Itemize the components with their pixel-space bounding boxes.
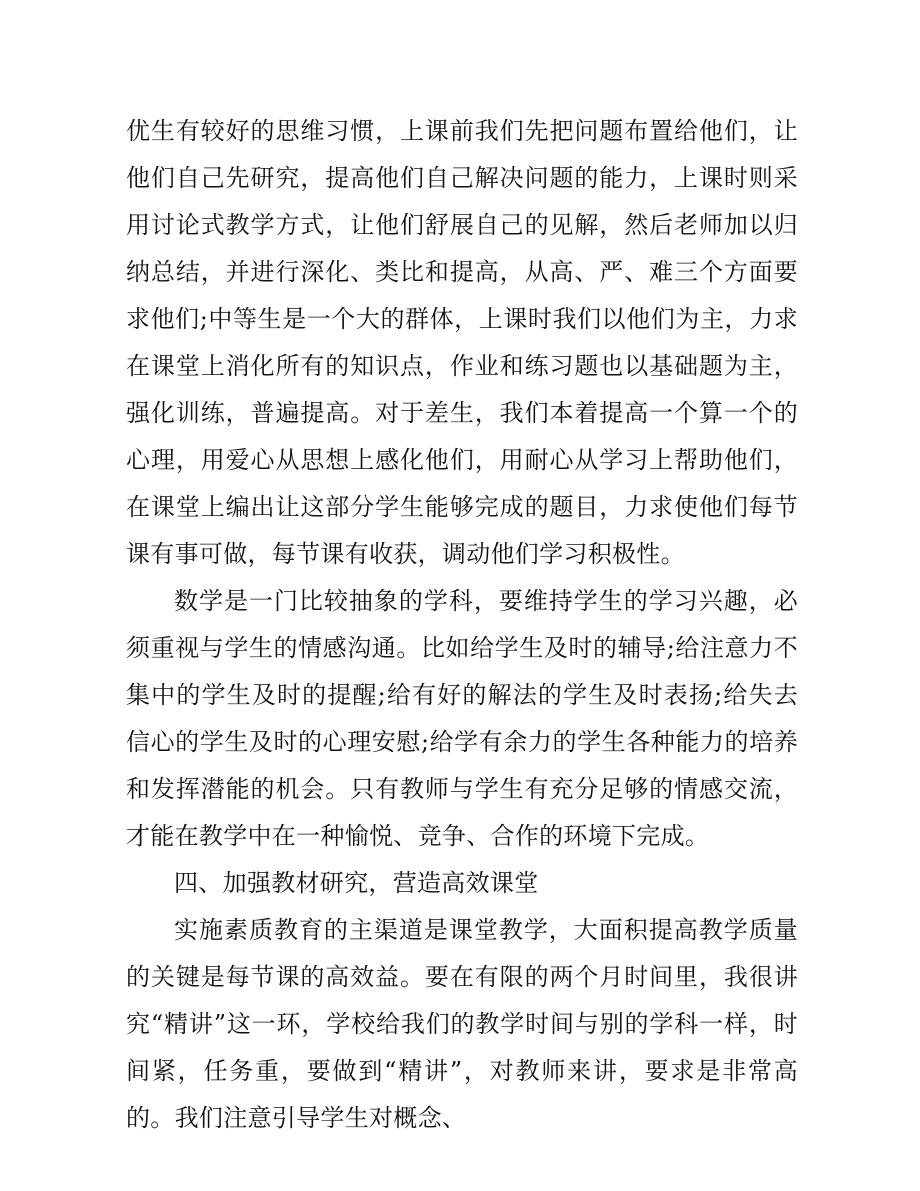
paragraph-emotional-communication: 数学是一门比较抽象的学科，要维持学生的学习兴趣，必须重视与学生的情感沟通。比如给学生及时的辅导;给注意力不集中的学生及时的提醒;给有好的解法的学生及时表扬;给失去信心的学生及时的心理安慰;给学有余力的学生各种能力的培养和发挥潜能的机会。只有教师与学生有充分足够的情感交流，才能在教学中在一种愉悦、竞争、合作的环境下完成。 xyxy=(126,587,798,850)
paragraph-continued: 优生有较好的思维习惯，上课前我们先把问题布置给他们，让他们自己先研究，提高他们自己解决问题的能力，上课时则采用讨论式教学方式，让他们舒展自己的见解，然后老师加以归纳总结，并进行深化、类比和提高，从高、严、难三个方面要求他们;中等生是一个大的群体，上课时我们以他们为主，力求在课堂上消化所有的知识点，作业和练习题也以基础题为主，强化训练，普遍提高。对于差生，我们本着提高一个算一个的心理，用爱心从思想上感化他们，用耐心从学习上帮助他们，在课堂上编出让这部分学生能够完成的题目，力求使他们每节课有事可做，每节课有收获，调动他们学习积极性。 xyxy=(126,117,798,568)
paragraph-classroom-teaching: 实施素质教育的主渠道是课堂教学，大面积提高教学质量的关键是每节课的高效益。要在有限的两个月时间里，我很讲究“精讲”这一环，学校给我们的教学时间与别的学科一样，时间紧，任务重，要做到“精讲”，对教师来讲，要求是非常高的。我们注意引导学生对概念、 xyxy=(126,916,798,1132)
document-body xyxy=(126,108,798,1142)
section-heading: 四、加强教材研究，营造高效课堂 xyxy=(174,869,539,897)
